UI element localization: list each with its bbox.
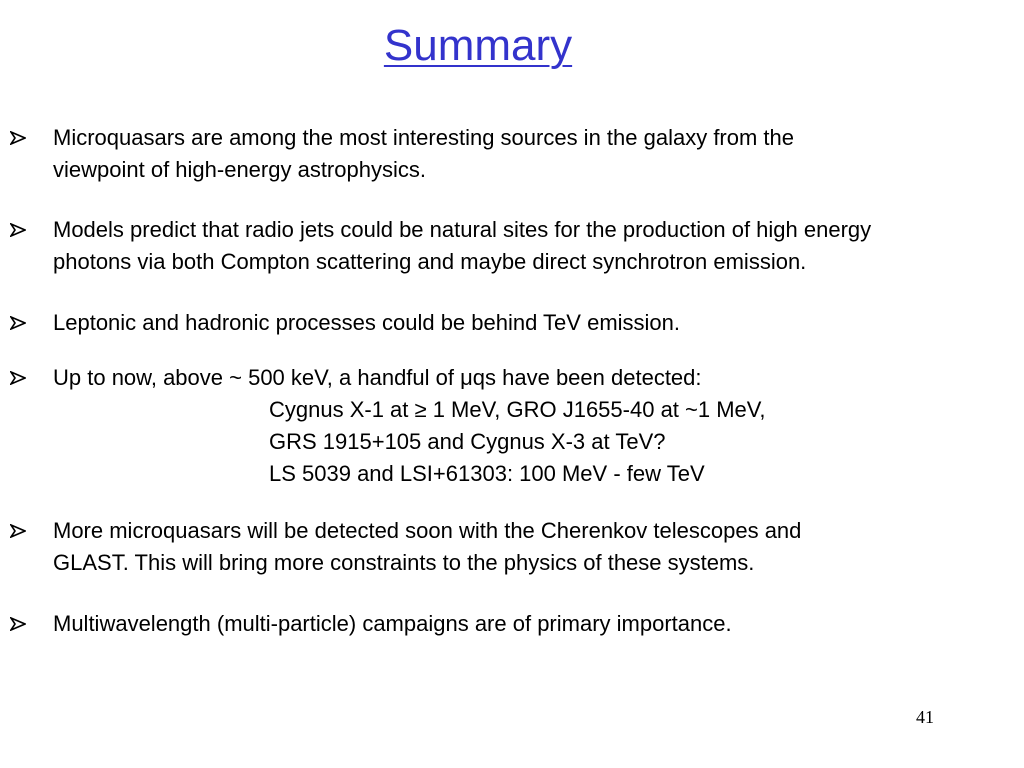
- bullet-line: Up to now, above ~ 500 keV, a handful of μqs have been detected:: [53, 365, 702, 390]
- bullet-line: Models predict that radio jets could be natural sites for the production of high energy: [53, 217, 872, 242]
- bullet-line: GLAST. This will bring more constraints to the physics of these systems.: [53, 550, 755, 575]
- slide-title: Summary: [383, 21, 573, 70]
- bullet-item: [8, 362, 1018, 490]
- bullet-item: [8, 214, 1018, 278]
- sub-line: LS 5039 and LSI+61303: 100 MeV - few TeV: [269, 461, 705, 486]
- page-number: 41: [916, 707, 934, 727]
- arrow-bullet-icon: [8, 362, 30, 394]
- sub-line: Cygnus X-1 at ≥ 1 MeV, GRO J1655-40 at ~1 MeV,: [269, 397, 766, 422]
- bullet-line: viewpoint of high-energy astrophysics.: [53, 157, 426, 182]
- arrow-bullet-icon: [8, 608, 30, 640]
- bullet-item: [8, 515, 1018, 579]
- bullet-line: More microquasars will be detected soon with the Cherenkov telescopes and: [53, 518, 802, 543]
- bullet-line: Leptonic and hadronic processes could be behind TeV emission.: [53, 310, 680, 335]
- sub-line: GRS 1915+105 and Cygnus X-3 at TeV?: [269, 429, 666, 454]
- arrow-bullet-icon: [8, 515, 30, 547]
- arrow-bullet-icon: [8, 122, 30, 154]
- bullet-line: Microquasars are among the most interesting sources in the galaxy from the: [53, 125, 795, 150]
- bullet-item: [8, 122, 1018, 186]
- bullet-line: photons via both Compton scattering and maybe direct synchrotron emission.: [53, 249, 807, 274]
- bullet-line: Multiwavelength (multi-particle) campaigns are of primary importance.: [53, 611, 732, 636]
- arrow-bullet-icon: [8, 214, 30, 246]
- bullet-item: [8, 608, 1018, 640]
- bullet-item: [8, 307, 1018, 339]
- arrow-bullet-icon: [8, 307, 30, 339]
